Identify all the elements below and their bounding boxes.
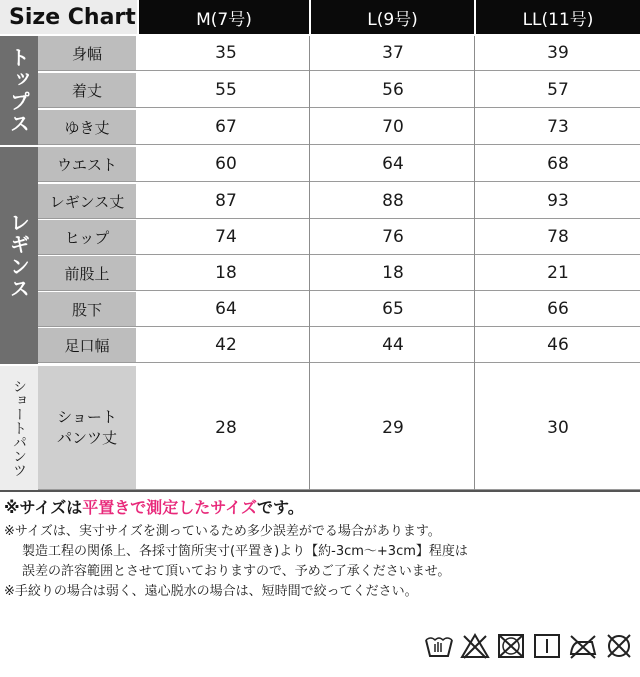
cell-ll: 46 (547, 335, 569, 355)
column-header-m: M(7号) (139, 0, 309, 34)
table-row (38, 292, 640, 327)
cell-ll: 66 (547, 299, 569, 319)
table-row (38, 256, 640, 291)
table-row (38, 328, 640, 363)
line-dry-icon (532, 632, 562, 660)
table-row (38, 366, 640, 490)
cell-l: 44 (382, 335, 404, 355)
cell-l: 18 (382, 263, 404, 283)
note-measurement: ※サイズは平置きで測定したサイズです。 (4, 498, 304, 517)
row-label: レギンス丈 (38, 184, 136, 218)
row-label: 股下 (38, 292, 136, 326)
chart-title: Size Chart (0, 0, 137, 34)
row-label-line2: パンツ丈 (56, 428, 117, 447)
table-row (38, 110, 640, 145)
cell-l: 88 (382, 191, 404, 211)
note-error-margin: ※サイズは、実寸サイズを測っているため多少誤差がでる場合があります。 (4, 524, 441, 539)
table-bottom-rule (0, 490, 640, 492)
cell-ll: 93 (547, 191, 569, 211)
cell-ll: 73 (547, 117, 569, 137)
hand-wash-icon (424, 632, 454, 660)
cell-ll: 39 (547, 43, 569, 63)
column-divider (309, 36, 310, 490)
cell-m: 55 (215, 80, 237, 100)
cell-m: 42 (215, 335, 237, 355)
table-row (38, 36, 640, 71)
cell-l: 70 (382, 117, 404, 137)
column-header-l: L(9号) (311, 0, 474, 34)
cell-m: 60 (215, 154, 237, 174)
row-label: 足口幅 (38, 328, 136, 362)
column-divider (474, 36, 475, 490)
note-highlight: 平置きで測定したサイズ (82, 498, 258, 517)
table-row (38, 147, 640, 182)
group-label-leggings: レギンス (0, 147, 38, 364)
table-row (38, 73, 640, 108)
row-label-line1: ショート (57, 407, 117, 426)
no-bleach-icon (460, 632, 490, 660)
table-row (38, 220, 640, 255)
cell-l: 64 (382, 154, 404, 174)
cell-l: 29 (382, 417, 404, 438)
row-label: ウエスト (38, 147, 136, 181)
cell-ll: 57 (547, 80, 569, 100)
row-label: ゆき丈 (38, 110, 136, 144)
column-header-ll: LL(11号) (476, 0, 640, 34)
note-wringing: ※手絞りの場合は弱く、遠心脱水の場合は、短時間で絞ってください。 (4, 584, 418, 599)
cell-ll: 78 (547, 227, 569, 247)
cell-l: 76 (382, 227, 404, 247)
row-label: 前股上 (38, 256, 136, 290)
table-row (38, 184, 640, 219)
cell-ll: 30 (547, 417, 569, 438)
group-label-tops: トップス (0, 36, 38, 145)
cell-m: 74 (215, 227, 237, 247)
cell-m: 64 (215, 299, 237, 319)
cell-l: 37 (382, 43, 404, 63)
cell-m: 35 (215, 43, 237, 63)
cell-m: 28 (215, 417, 237, 438)
row-label (38, 366, 136, 489)
group-label-shorts: ショートパンツ (0, 366, 39, 490)
cell-m: 87 (215, 191, 237, 211)
cell-m: 67 (215, 117, 237, 137)
no-dry-clean-icon (604, 632, 634, 660)
care-icons (424, 632, 634, 660)
row-label: ヒップ (38, 220, 136, 254)
row-label: 身幅 (38, 36, 136, 70)
note-tolerance: 製造工程の関係上、各採寸箇所実寸(平置き)より【約-3cm〜+3cm】程度は (22, 544, 468, 559)
notes-block (4, 498, 636, 602)
no-iron-icon (568, 632, 598, 660)
cell-ll: 68 (547, 154, 569, 174)
note-acceptance: 誤差の許容範囲とさせて頂いておりますので、予めご了承くださいませ。 (22, 564, 451, 579)
cell-ll: 21 (547, 263, 569, 283)
cell-l: 56 (382, 80, 404, 100)
cell-m: 18 (215, 263, 237, 283)
row-label: 着丈 (38, 73, 136, 107)
no-tumble-dry-icon (496, 632, 526, 660)
cell-l: 65 (382, 299, 404, 319)
